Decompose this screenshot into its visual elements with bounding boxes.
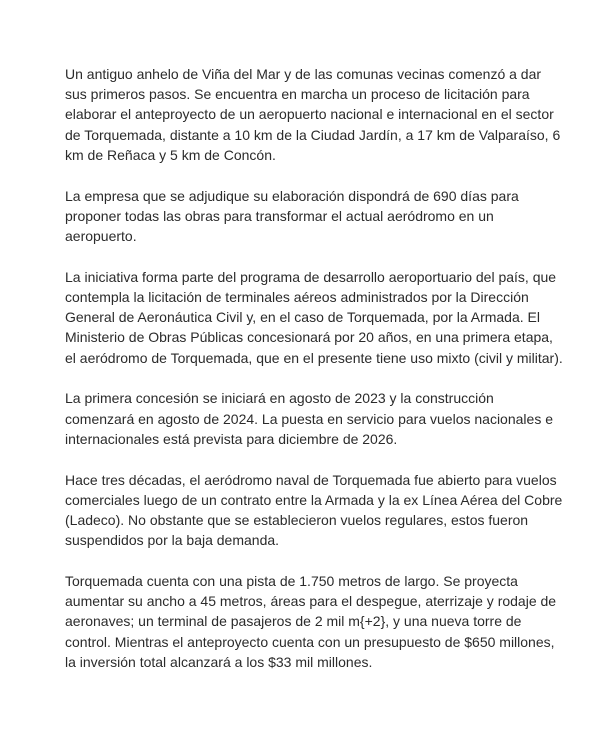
paragraph-3: La iniciativa forma parte del programa de desarrollo aeroportuario del país, que contempla la licitación de terminales aéreos administrados por la Dirección General de Aeronáutica Civil y, en el caso de Torquemada, por la Armada. El Ministerio de Obras Públicas concesionará por 20 años, en una primera etapa, el aeródromo de Torquemada, que en el presente tiene uso mixto (civil y militar). <box>65 268 563 366</box>
article-body <box>65 64 565 693</box>
paragraph-4: La primera concesión se iniciará en agosto de 2023 y la construcción comenzará en agosto de 2024. La puesta en servicio para vuelos nacionales e internacionales está prevista para diciembre de 2026. <box>65 390 553 447</box>
paragraph-5: Hace tres décadas, el aeródromo naval de Torquemada fue abierto para vuelos comerciales luego de un contrato entre la Armada y la ex Línea Aérea del Cobre (Ladeco). No obstante que se establecieron vuelos regulares, estos fueron suspendidos por la baja demanda. <box>65 471 563 549</box>
paragraph-2: La empresa que se adjudique su elaboración dispondrá de 690 días para proponer todas las obras para transformar el actual aeródromo en un aeropuerto. <box>65 187 519 245</box>
paragraph-6: Torquemada cuenta con una pista de 1.750 metros de largo. Se proyecta aumentar su ancho a 45 metros, áreas para el despegue, aterrizaje y rodaje de aeronaves; un terminal de pasajeros de 2 mil m{+2}, y una nueva torre de control. Mientras el anteproyecto cuenta con un presupuesto de $650 millones, la inversión total alcanzará a los $33 mil millones. <box>65 573 557 670</box>
paragraph-1: Un antiguo anhelo de Viña del Mar y de las comunas vecinas comenzó a dar sus primeros pasos. Se encuentra en marcha un proceso de licitación para elaborar el anteproyecto de un aeropuerto nacional e internacional en el sector de Torquemada, distante a 10 km de la Ciudad Jardín, a 17 km de Valparaíso, 6 km de Reñaca y 5 km de Concón. <box>65 66 561 163</box>
